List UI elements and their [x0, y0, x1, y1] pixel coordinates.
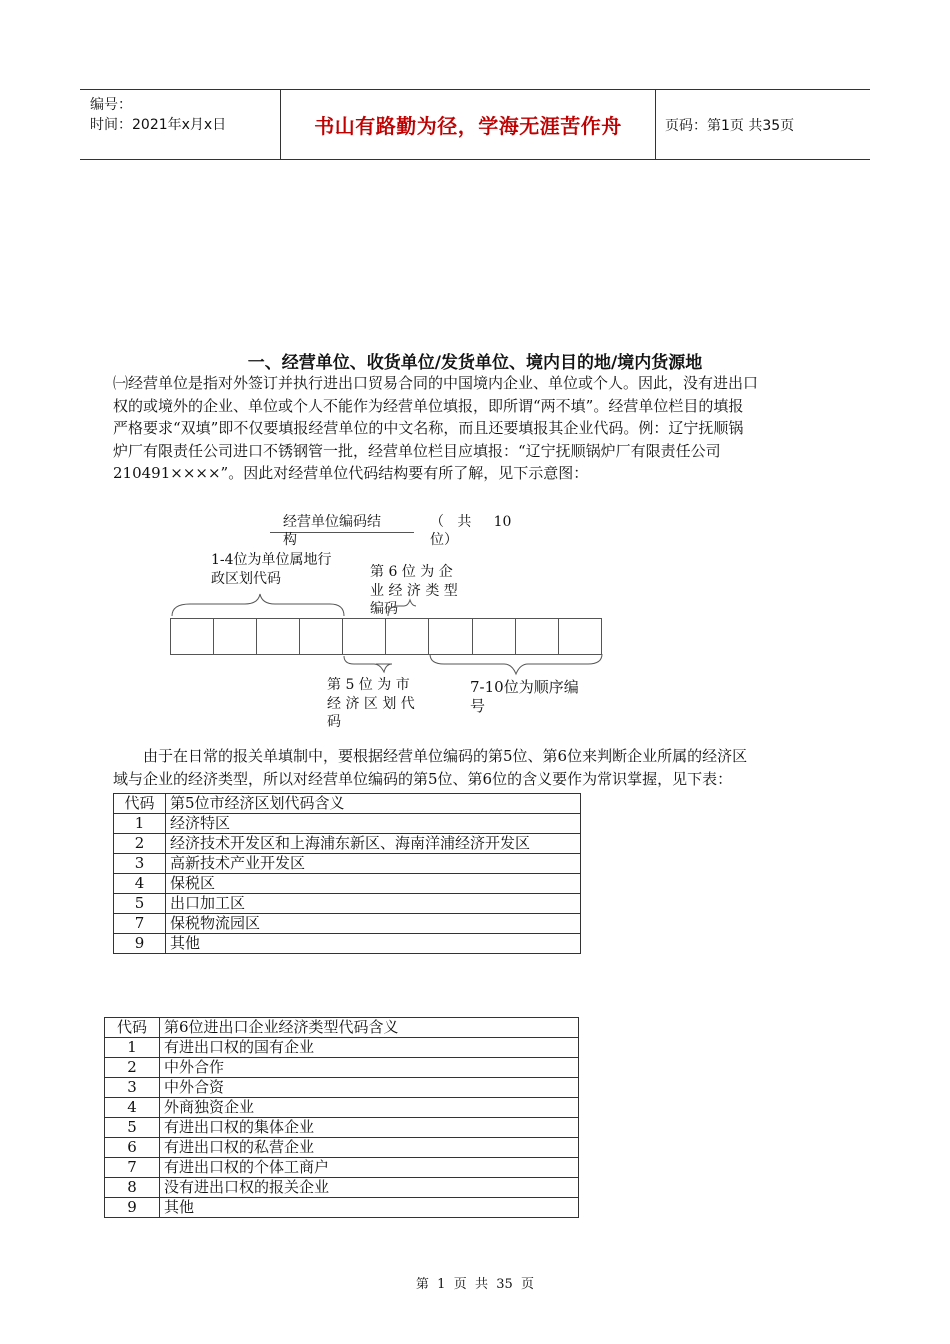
table-header-row [105, 1018, 579, 1038]
table-row [105, 1158, 579, 1178]
diagram-title-line2: 构 [283, 532, 297, 548]
table-row [114, 914, 581, 934]
table-header-cell: 代码 [114, 794, 166, 814]
label-digits-7-10-line1: 7-10位为顺序编 [470, 678, 579, 696]
section-title: 一、经营单位、收货单位/发货单位、境内目的地/境内货源地 [247, 353, 703, 373]
doc-time-label: 时间：2021年x月x日 [90, 117, 227, 133]
label-digit-6-line2: 业 经 济 类 型 [370, 583, 458, 599]
table-cell-meaning: 有进出口权的私营企业 [160, 1138, 579, 1158]
label-digits-7-10-line2: 号 [470, 697, 486, 715]
code-digit-cell [472, 618, 516, 655]
table-row [114, 894, 581, 914]
table-cell-meaning: 其他 [166, 934, 581, 954]
paragraph-line: 域与企业的经济类型，所以对经营单位编码的第5位、第6位的含义要作为常识掌握，见下表： [113, 769, 733, 788]
table-cell-code: 3 [114, 854, 166, 874]
brace-digit-6 [388, 600, 416, 616]
label-digits-1-4-line2: 政区划代码 [211, 571, 281, 587]
code-digit-cell [170, 618, 214, 655]
header-page-info: 页码：第1页 共35页 [665, 117, 795, 134]
code-digit-cell [299, 618, 343, 655]
table-cell-code: 3 [105, 1078, 160, 1098]
table-cell-code: 6 [105, 1138, 160, 1158]
table-digit-5-codes [113, 793, 581, 954]
table-cell-meaning: 中外合作 [160, 1058, 579, 1078]
table-row [105, 1098, 579, 1118]
table-cell-code: 5 [114, 894, 166, 914]
label-digit-5-line1: 第 5 位 为 市 [327, 677, 410, 693]
table-row [105, 1058, 579, 1078]
code-digit-cell [342, 618, 386, 655]
code-digit-cell [428, 618, 473, 655]
page-header [80, 89, 870, 160]
table-cell-meaning: 有进出口权的集体企业 [160, 1118, 579, 1138]
code-digit-cell [385, 618, 429, 655]
header-motto-cell [280, 90, 656, 159]
table-cell-meaning: 外商独资企业 [160, 1098, 579, 1118]
table-cell-meaning: 保税物流园区 [166, 914, 581, 934]
header-page-info-cell [655, 90, 880, 159]
table-cell-meaning: 经济技术开发区和上海浦东新区、海南洋浦经济开发区 [166, 834, 581, 854]
table-cell-code: 7 [114, 914, 166, 934]
label-digit-5-line3: 码 [327, 714, 341, 730]
table-cell-meaning: 有进出口权的国有企业 [160, 1038, 579, 1058]
table-cell-meaning: 中外合资 [160, 1078, 579, 1098]
table-row [114, 814, 581, 834]
paragraph-line: 权的或境外的企业、单位或个人不能作为经营单位填报，即所谓“两不填”。经营单位栏目的填报 [113, 396, 744, 415]
table-cell-code: 7 [105, 1158, 160, 1178]
table-cell-code: 8 [105, 1178, 160, 1198]
code-digit-cell [256, 618, 300, 655]
paragraph-line: 由于在日常的报关单填制中，要根据经营单位编码的第5位、第6位来判断企业所属的经济区 [143, 747, 748, 765]
label-digits-1-4-line1: 1-4位为单位属地行 [211, 552, 332, 568]
table-row [105, 1198, 579, 1218]
table-cell-code: 9 [114, 934, 166, 954]
table-cell-meaning: 其他 [160, 1198, 579, 1218]
table-cell-code: 1 [105, 1038, 160, 1058]
table-header-cell: 第5位市经济区划代码含义 [166, 794, 581, 814]
table-row [114, 874, 581, 894]
header-meta [80, 90, 280, 159]
brace-digits-7-10 [430, 654, 602, 674]
table-header-cell: 第6位进出口企业经济类型代码含义 [160, 1018, 579, 1038]
table-row [114, 854, 581, 874]
paragraph-line: 210491××××”。因此对经营单位代码结构要有所了解，见下示意图： [113, 464, 589, 482]
table-row [114, 934, 581, 954]
table-cell-code: 2 [114, 834, 166, 854]
table-row [105, 1038, 579, 1058]
doc-number-label: 编号： [90, 97, 132, 113]
table-header-row [114, 794, 581, 814]
table-cell-meaning: 经济特区 [166, 814, 581, 834]
label-digit-5-line2: 经 济 区 划 代 [327, 696, 415, 712]
header-motto: 书山有路勤为径，学海无涯苦作舟 [314, 114, 622, 138]
label-digit-6-line3: 编码 [370, 601, 398, 617]
diagram-total-line1: （ 共 10 [430, 514, 512, 530]
table-row [105, 1078, 579, 1098]
table-row [105, 1178, 579, 1198]
brace-digits-1-4 [172, 594, 344, 616]
table-cell-meaning: 出口加工区 [166, 894, 581, 914]
paragraph-line: 严格要求“双填”即不仅要填报经营单位的中文名称，而且还要填报其企业代码。例：辽宁抚顺锅 [113, 419, 744, 437]
paragraph-line: ㈠经营单位是指对外签订并执行进出口贸易合同的中国境内企业、单位或个人。因此，没有进出口 [113, 374, 759, 392]
table-cell-code: 4 [114, 874, 166, 894]
diagram-title-line1: 经营单位编码结 [283, 514, 381, 530]
code-digit-cell [558, 618, 602, 655]
paragraph-line: 炉厂有限责任公司进口不锈钢管一批，经营单位栏目应填报：“辽宁抚顺锅炉厂有限责任公司 [113, 441, 721, 460]
table-header-cell: 代码 [105, 1018, 160, 1038]
table-cell-code: 5 [105, 1118, 160, 1138]
brace-digit-5 [344, 656, 392, 672]
table-cell-code: 4 [105, 1098, 160, 1118]
label-digit-6-line1: 第 6 位 为 企 [370, 564, 453, 580]
paragraph-code-explanation [113, 745, 837, 790]
diagram-total-line2: 位） [430, 532, 458, 548]
table-cell-code: 1 [114, 814, 166, 834]
table-cell-meaning: 保税区 [166, 874, 581, 894]
table-row [114, 834, 581, 854]
table-cell-meaning: 有进出口权的个体工商户 [160, 1158, 579, 1178]
table-cell-code: 9 [105, 1198, 160, 1218]
table-cell-meaning: 没有进出口权的报关企业 [160, 1178, 579, 1198]
paragraph-business-unit [113, 372, 837, 485]
table-cell-meaning: 高新技术产业开发区 [166, 854, 581, 874]
table-digit-6-codes [104, 1017, 579, 1218]
table-row [105, 1118, 579, 1138]
table-cell-code: 2 [105, 1058, 160, 1078]
code-digit-cell [213, 618, 257, 655]
table-row [105, 1138, 579, 1158]
page-footer: 第 1 页 共 35 页 [415, 1277, 535, 1292]
code-digit-cell [515, 618, 559, 655]
